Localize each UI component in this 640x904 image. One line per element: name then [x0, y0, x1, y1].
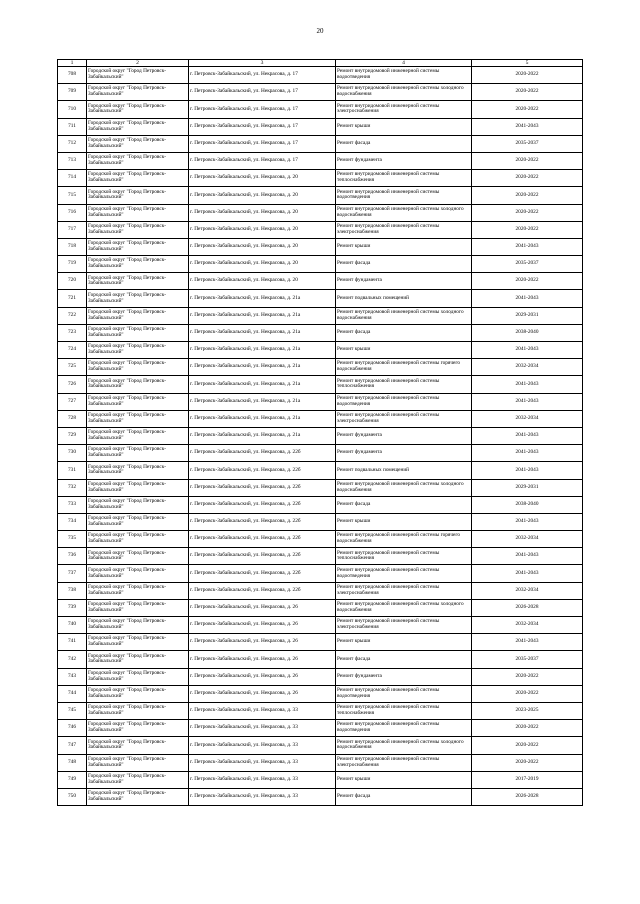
table-row — [58, 187, 583, 204]
period-cell: 2038-2040 — [472, 496, 583, 513]
address-cell: г. Петровск-Забайкальский, ул. Некрасова, д. 22б — [189, 548, 336, 565]
work-type-cell: Ремонт подвальных помещений — [336, 462, 472, 479]
row-number-cell: 716 — [58, 204, 87, 221]
period-cell: 2041-2043 — [472, 513, 583, 530]
period-cell: 2041-2043 — [472, 462, 583, 479]
work-type-cell: Ремонт крыши — [336, 238, 472, 255]
municipality-cell: Городской округ "Город Петровск-Забайкальский" — [87, 651, 189, 668]
period-cell: 2020-2022 — [472, 101, 583, 118]
work-type-cell: Ремонт внутридомовой инженерной системы водоотведения — [336, 393, 472, 410]
address-cell: г. Петровск-Забайкальский, ул. Некрасова, д. 20 — [189, 221, 336, 238]
municipality-cell: Городской округ "Город Петровск-Забайкальский" — [87, 359, 189, 376]
work-type-cell: Ремонт фасада — [336, 496, 472, 513]
period-cell: 2032-2034 — [472, 531, 583, 548]
period-cell: 2026-2028 — [472, 788, 583, 805]
municipality-cell: Городской округ "Город Петровск-Забайкальский" — [87, 221, 189, 238]
row-number-cell: 742 — [58, 651, 87, 668]
period-cell: 2020-2022 — [472, 737, 583, 754]
row-number-cell: 746 — [58, 720, 87, 737]
work-type-cell: Ремонт внутридомовой инженерной системы электроснабжения — [336, 101, 472, 118]
address-cell: г. Петровск-Забайкальский, ул. Некрасова, д. 26 — [189, 599, 336, 616]
table-row — [58, 788, 583, 805]
table-row — [58, 668, 583, 685]
municipality-cell: Городской округ "Город Петровск-Забайкальский" — [87, 565, 189, 582]
municipality-cell: Городской округ "Город Петровск-Забайкальский" — [87, 187, 189, 204]
work-type-cell: Ремонт внутридомовой инженерной системы холодного водоснабжения — [336, 307, 472, 324]
address-cell: г. Петровск-Забайкальский, ул. Некрасова, д. 33 — [189, 702, 336, 719]
period-cell: 2020-2022 — [472, 273, 583, 290]
row-number-cell: 744 — [58, 685, 87, 702]
table-row — [58, 685, 583, 702]
row-number-cell: 708 — [58, 67, 87, 84]
period-cell: 2038-2040 — [472, 324, 583, 341]
municipality-cell: Городской округ "Город Петровск-Забайкальский" — [87, 410, 189, 427]
address-cell: г. Петровск-Забайкальский, ул. Некрасова, д. 17 — [189, 101, 336, 118]
row-number-cell: 745 — [58, 702, 87, 719]
period-cell: 2020-2022 — [472, 67, 583, 84]
municipality-cell: Городской округ "Город Петровск-Забайкальский" — [87, 238, 189, 255]
work-type-cell: Ремонт внутридомовой инженерной системы электроснабжения — [336, 754, 472, 771]
table-row — [58, 548, 583, 565]
table-row — [58, 135, 583, 152]
table-row — [58, 599, 583, 616]
municipality-cell: Городской округ "Город Петровск-Забайкальский" — [87, 754, 189, 771]
address-cell: г. Петровск-Забайкальский, ул. Некрасова, д. 22б — [189, 496, 336, 513]
row-number-cell: 709 — [58, 84, 87, 101]
address-cell: г. Петровск-Забайкальский, ул. Некрасова, д. 22б — [189, 565, 336, 582]
address-cell: г. Петровск-Забайкальский, ул. Некрасова, д. 33 — [189, 720, 336, 737]
address-cell: г. Петровск-Забайкальский, ул. Некрасова, д. 22б — [189, 479, 336, 496]
municipality-cell: Городской округ "Город Петровск-Забайкальский" — [87, 393, 189, 410]
table-row — [58, 720, 583, 737]
municipality-cell: Городской округ "Город Петровск-Забайкальский" — [87, 204, 189, 221]
table-row — [58, 754, 583, 771]
table-row — [58, 771, 583, 788]
period-cell: 2020-2022 — [472, 668, 583, 685]
row-number-cell: 713 — [58, 152, 87, 169]
municipality-cell: Городской округ "Город Петровск-Забайкальский" — [87, 668, 189, 685]
municipality-cell: Городской округ "Город Петровск-Забайкальский" — [87, 479, 189, 496]
table-row — [58, 84, 583, 101]
row-number-cell: 743 — [58, 668, 87, 685]
table-row — [58, 462, 583, 479]
work-type-cell: Ремонт крыши — [336, 342, 472, 359]
column-header: 2 — [87, 60, 189, 67]
period-cell: 2041-2043 — [472, 548, 583, 565]
table-row — [58, 273, 583, 290]
table-row — [58, 118, 583, 135]
table-row — [58, 513, 583, 530]
period-cell: 2035-2037 — [472, 256, 583, 273]
address-cell: г. Петровск-Забайкальский, ул. Некрасова, д. 20 — [189, 273, 336, 290]
address-cell: г. Петровск-Забайкальский, ул. Некрасова, д. 21а — [189, 376, 336, 393]
work-type-cell: Ремонт внутридомовой инженерной системы водоотведения — [336, 565, 472, 582]
work-type-cell: Ремонт фундамента — [336, 427, 472, 444]
repair-schedule-table — [57, 59, 583, 806]
municipality-cell: Городской округ "Город Петровск-Забайкальский" — [87, 737, 189, 754]
row-number-cell: 717 — [58, 221, 87, 238]
work-type-cell: Ремонт крыши — [336, 513, 472, 530]
municipality-cell: Городской округ "Город Петровск-Забайкальский" — [87, 702, 189, 719]
municipality-cell: Городской округ "Город Петровск-Забайкальский" — [87, 307, 189, 324]
row-number-cell: 731 — [58, 462, 87, 479]
row-number-cell: 734 — [58, 513, 87, 530]
period-cell: 2029-2031 — [472, 307, 583, 324]
municipality-cell: Городской округ "Город Петровск-Забайкальский" — [87, 118, 189, 135]
row-number-cell: 727 — [58, 393, 87, 410]
address-cell: г. Петровск-Забайкальский, ул. Некрасова, д. 20 — [189, 256, 336, 273]
row-number-cell: 712 — [58, 135, 87, 152]
table-row — [58, 256, 583, 273]
work-type-cell: Ремонт фасада — [336, 651, 472, 668]
column-header: 4 — [336, 60, 472, 67]
row-number-cell: 737 — [58, 565, 87, 582]
table-row — [58, 101, 583, 118]
address-cell: г. Петровск-Забайкальский, ул. Некрасова, д. 21а — [189, 324, 336, 341]
table-row — [58, 410, 583, 427]
table-row — [58, 290, 583, 307]
municipality-cell: Городской округ "Город Петровск-Забайкальский" — [87, 170, 189, 187]
row-number-cell: 740 — [58, 617, 87, 634]
address-cell: г. Петровск-Забайкальский, ул. Некрасова, д. 21а — [189, 359, 336, 376]
period-cell: 2029-2031 — [472, 479, 583, 496]
table-row — [58, 221, 583, 238]
table-row — [58, 342, 583, 359]
work-type-cell: Ремонт внутридомовой инженерной системы электроснабжения — [336, 617, 472, 634]
municipality-cell: Городской округ "Город Петровск-Забайкальский" — [87, 427, 189, 444]
row-number-cell: 741 — [58, 634, 87, 651]
period-cell: 2023-2025 — [472, 702, 583, 719]
row-number-cell: 710 — [58, 101, 87, 118]
period-cell: 2041-2043 — [472, 427, 583, 444]
period-cell: 2032-2034 — [472, 582, 583, 599]
work-type-cell: Ремонт внутридомовой инженерной системы теплоснабжения — [336, 376, 472, 393]
work-type-cell: Ремонт внутридомовой инженерной системы водоотведения — [336, 685, 472, 702]
address-cell: г. Петровск-Забайкальский, ул. Некрасова, д. 20 — [189, 238, 336, 255]
address-cell: г. Петровск-Забайкальский, ул. Некрасова, д. 17 — [189, 84, 336, 101]
municipality-cell: Городской округ "Город Петровск-Забайкальский" — [87, 135, 189, 152]
row-number-cell: 721 — [58, 290, 87, 307]
row-number-cell: 747 — [58, 737, 87, 754]
row-number-cell: 732 — [58, 479, 87, 496]
period-cell: 2020-2022 — [472, 754, 583, 771]
work-type-cell: Ремонт фасада — [336, 256, 472, 273]
municipality-cell: Городской округ "Город Петровск-Забайкальский" — [87, 513, 189, 530]
row-number-cell: 730 — [58, 445, 87, 462]
municipality-cell: Городской округ "Город Петровск-Забайкальский" — [87, 376, 189, 393]
period-cell: 2020-2022 — [472, 221, 583, 238]
municipality-cell: Городской округ "Город Петровск-Забайкальский" — [87, 462, 189, 479]
table-row — [58, 737, 583, 754]
table-row — [58, 359, 583, 376]
municipality-cell: Городской округ "Город Петровск-Забайкальский" — [87, 324, 189, 341]
table-row — [58, 565, 583, 582]
work-type-cell: Ремонт крыши — [336, 771, 472, 788]
period-cell: 2035-2037 — [472, 651, 583, 668]
address-cell: г. Петровск-Забайкальский, ул. Некрасова, д. 33 — [189, 737, 336, 754]
period-cell: 2020-2022 — [472, 84, 583, 101]
period-cell: 2041-2043 — [472, 238, 583, 255]
address-cell: г. Петровск-Забайкальский, ул. Некрасова, д. 22б — [189, 531, 336, 548]
column-header: 1 — [58, 60, 87, 67]
row-number-cell: 735 — [58, 531, 87, 548]
municipality-cell: Городской округ "Город Петровск-Забайкальский" — [87, 273, 189, 290]
row-number-cell: 736 — [58, 548, 87, 565]
row-number-cell: 738 — [58, 582, 87, 599]
address-cell: г. Петровск-Забайкальский, ул. Некрасова, д. 26 — [189, 651, 336, 668]
work-type-cell: Ремонт внутридомовой инженерной системы холодного водоснабжения — [336, 479, 472, 496]
period-cell: 2020-2022 — [472, 204, 583, 221]
address-cell: г. Петровск-Забайкальский, ул. Некрасова, д. 22б — [189, 582, 336, 599]
address-cell: г. Петровск-Забайкальский, ул. Некрасова, д. 17 — [189, 135, 336, 152]
work-type-cell: Ремонт крыши — [336, 118, 472, 135]
table-row — [58, 324, 583, 341]
row-number-cell: 711 — [58, 118, 87, 135]
row-number-cell: 714 — [58, 170, 87, 187]
municipality-cell: Городской округ "Город Петровск-Забайкальский" — [87, 720, 189, 737]
period-cell: 2020-2022 — [472, 170, 583, 187]
table-row — [58, 582, 583, 599]
address-cell: г. Петровск-Забайкальский, ул. Некрасова, д. 26 — [189, 668, 336, 685]
period-cell: 2032-2034 — [472, 410, 583, 427]
address-cell: г. Петровск-Забайкальский, ул. Некрасова, д. 26 — [189, 634, 336, 651]
municipality-cell: Городской округ "Город Петровск-Забайкальский" — [87, 685, 189, 702]
row-number-cell: 729 — [58, 427, 87, 444]
table-row — [58, 204, 583, 221]
municipality-cell: Городской округ "Город Петровск-Забайкальский" — [87, 84, 189, 101]
period-cell: 2041-2043 — [472, 118, 583, 135]
table-header-row — [58, 60, 583, 67]
table-row — [58, 479, 583, 496]
table-row — [58, 445, 583, 462]
work-type-cell: Ремонт внутридомовой инженерной системы электроснабжения — [336, 582, 472, 599]
row-number-cell: 728 — [58, 410, 87, 427]
municipality-cell: Городской округ "Город Петровск-Забайкальский" — [87, 101, 189, 118]
municipality-cell: Городской округ "Город Петровск-Забайкальский" — [87, 531, 189, 548]
municipality-cell: Городской округ "Город Петровск-Забайкальский" — [87, 342, 189, 359]
work-type-cell: Ремонт внутридомовой инженерной системы электроснабжения — [336, 410, 472, 427]
work-type-cell: Ремонт внутридомовой инженерной системы горячего водоснабжения — [336, 359, 472, 376]
period-cell: 2032-2034 — [472, 359, 583, 376]
table-row — [58, 496, 583, 513]
table-row — [58, 702, 583, 719]
table-row — [58, 617, 583, 634]
municipality-cell: Городской округ "Город Петровск-Забайкальский" — [87, 617, 189, 634]
address-cell: г. Петровск-Забайкальский, ул. Некрасова, д. 33 — [189, 754, 336, 771]
municipality-cell: Городской округ "Город Петровск-Забайкальский" — [87, 582, 189, 599]
row-number-cell: 749 — [58, 771, 87, 788]
table-row — [58, 427, 583, 444]
work-type-cell: Ремонт фундамента — [336, 152, 472, 169]
period-cell: 2041-2043 — [472, 445, 583, 462]
row-number-cell: 748 — [58, 754, 87, 771]
period-cell: 2041-2043 — [472, 290, 583, 307]
work-type-cell: Ремонт фасада — [336, 324, 472, 341]
work-type-cell: Ремонт внутридомовой инженерной системы холодного водоснабжения — [336, 204, 472, 221]
row-number-cell: 739 — [58, 599, 87, 616]
period-cell: 2041-2043 — [472, 634, 583, 651]
work-type-cell: Ремонт внутридомовой инженерной системы холодного водоснабжения — [336, 599, 472, 616]
address-cell: г. Петровск-Забайкальский, ул. Некрасова, д. 21а — [189, 290, 336, 307]
period-cell: 2020-2022 — [472, 152, 583, 169]
address-cell: г. Петровск-Забайкальский, ул. Некрасова, д. 21а — [189, 393, 336, 410]
municipality-cell: Городской округ "Город Петровск-Забайкальский" — [87, 496, 189, 513]
address-cell: г. Петровск-Забайкальский, ул. Некрасова, д. 22б — [189, 445, 336, 462]
work-type-cell: Ремонт внутридомовой инженерной системы холодного водоснабжения — [336, 84, 472, 101]
period-cell: 2041-2043 — [472, 393, 583, 410]
municipality-cell: Городской округ "Город Петровск-Забайкальский" — [87, 152, 189, 169]
municipality-cell: Городской округ "Город Петровск-Забайкальский" — [87, 290, 189, 307]
period-cell: 2020-2022 — [472, 720, 583, 737]
row-number-cell: 722 — [58, 307, 87, 324]
address-cell: г. Петровск-Забайкальский, ул. Некрасова, д. 20 — [189, 170, 336, 187]
address-cell: г. Петровск-Забайкальский, ул. Некрасова, д. 33 — [189, 771, 336, 788]
row-number-cell: 733 — [58, 496, 87, 513]
period-cell: 2041-2043 — [472, 342, 583, 359]
period-cell: 2032-2034 — [472, 617, 583, 634]
column-header: 5 — [472, 60, 583, 67]
work-type-cell: Ремонт внутридомовой инженерной системы водоотведения — [336, 67, 472, 84]
work-type-cell: Ремонт внутридомовой инженерной системы холодного водоснабжения — [336, 737, 472, 754]
municipality-cell: Городской округ "Город Петровск-Забайкальский" — [87, 788, 189, 805]
work-type-cell: Ремонт внутридомовой инженерной системы водоотведения — [336, 187, 472, 204]
table-row — [58, 152, 583, 169]
work-type-cell: Ремонт фундамента — [336, 668, 472, 685]
page-number: 20 — [316, 27, 324, 35]
address-cell: г. Петровск-Забайкальский, ул. Некрасова, д. 26 — [189, 617, 336, 634]
table-row — [58, 634, 583, 651]
work-type-cell: Ремонт фундамента — [336, 273, 472, 290]
address-cell: г. Петровск-Забайкальский, ул. Некрасова, д. 22б — [189, 462, 336, 479]
address-cell: г. Петровск-Забайкальский, ул. Некрасова, д. 17 — [189, 67, 336, 84]
address-cell: г. Петровск-Забайкальский, ул. Некрасова, д. 17 — [189, 118, 336, 135]
row-number-cell: 718 — [58, 238, 87, 255]
address-cell: г. Петровск-Забайкальский, ул. Некрасова, д. 17 — [189, 152, 336, 169]
work-type-cell: Ремонт подвальных помещений — [336, 290, 472, 307]
work-type-cell: Ремонт фундамента — [336, 445, 472, 462]
address-cell: г. Петровск-Забайкальский, ул. Некрасова, д. 21а — [189, 410, 336, 427]
municipality-cell: Городской округ "Город Петровск-Забайкальский" — [87, 445, 189, 462]
municipality-cell: Городской округ "Город Петровск-Забайкальский" — [87, 256, 189, 273]
municipality-cell: Городской округ "Город Петровск-Забайкальский" — [87, 599, 189, 616]
table-row — [58, 651, 583, 668]
work-type-cell: Ремонт внутридомовой инженерной системы теплоснабжения — [336, 548, 472, 565]
address-cell: г. Петровск-Забайкальский, ул. Некрасова, д. 22б — [189, 513, 336, 530]
row-number-cell: 750 — [58, 788, 87, 805]
period-cell: 2041-2043 — [472, 376, 583, 393]
address-cell: г. Петровск-Забайкальский, ул. Некрасова, д. 33 — [189, 788, 336, 805]
table-row — [58, 238, 583, 255]
row-number-cell: 725 — [58, 359, 87, 376]
period-cell: 2020-2022 — [472, 685, 583, 702]
municipality-cell: Городской округ "Город Петровск-Забайкальский" — [87, 548, 189, 565]
period-cell: 2020-2022 — [472, 187, 583, 204]
row-number-cell: 720 — [58, 273, 87, 290]
municipality-cell: Городской округ "Город Петровск-Забайкальский" — [87, 67, 189, 84]
table-row — [58, 170, 583, 187]
table-row — [58, 67, 583, 84]
address-cell: г. Петровск-Забайкальский, ул. Некрасова, д. 21а — [189, 307, 336, 324]
row-number-cell: 715 — [58, 187, 87, 204]
municipality-cell: Городской округ "Город Петровск-Забайкальский" — [87, 771, 189, 788]
column-header: 3 — [189, 60, 336, 67]
work-type-cell: Ремонт внутридомовой инженерной системы горячего водоснабжения — [336, 531, 472, 548]
address-cell: г. Петровск-Забайкальский, ул. Некрасова, д. 20 — [189, 204, 336, 221]
work-type-cell: Ремонт крыши — [336, 634, 472, 651]
period-cell: 2026-2028 — [472, 599, 583, 616]
table-row — [58, 531, 583, 548]
row-number-cell: 723 — [58, 324, 87, 341]
address-cell: г. Петровск-Забайкальский, ул. Некрасова, д. 21а — [189, 427, 336, 444]
work-type-cell: Ремонт внутридомовой инженерной системы водоотведения — [336, 720, 472, 737]
work-type-cell: Ремонт фасада — [336, 788, 472, 805]
municipality-cell: Городской округ "Город Петровск-Забайкальский" — [87, 634, 189, 651]
work-type-cell: Ремонт внутридомовой инженерной системы теплоснабжения — [336, 170, 472, 187]
period-cell: 2041-2043 — [472, 565, 583, 582]
row-number-cell: 719 — [58, 256, 87, 273]
address-cell: г. Петровск-Забайкальский, ул. Некрасова, д. 26 — [189, 685, 336, 702]
work-type-cell: Ремонт внутридомовой инженерной системы теплоснабжения — [336, 702, 472, 719]
work-type-cell: Ремонт фасада — [336, 135, 472, 152]
work-type-cell: Ремонт внутридомовой инженерной системы электроснабжения — [336, 221, 472, 238]
address-cell: г. Петровск-Забайкальский, ул. Некрасова, д. 20 — [189, 187, 336, 204]
period-cell: 2017-2019 — [472, 771, 583, 788]
row-number-cell: 726 — [58, 376, 87, 393]
address-cell: г. Петровск-Забайкальский, ул. Некрасова, д. 21а — [189, 342, 336, 359]
table-row — [58, 393, 583, 410]
table-row — [58, 376, 583, 393]
table-row — [58, 307, 583, 324]
row-number-cell: 724 — [58, 342, 87, 359]
period-cell: 2035-2037 — [472, 135, 583, 152]
